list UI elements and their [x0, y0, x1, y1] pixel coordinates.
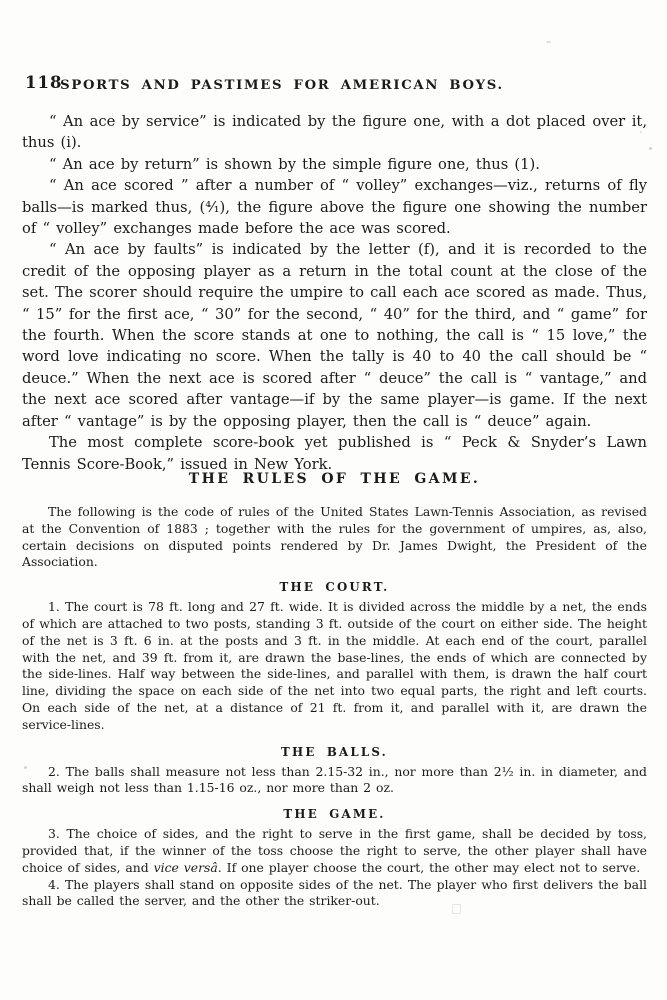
paragraph-ace-scored: “ An ace scored ” after a number of “ volley” exchanges—viz., returns of fly balls—is marked thus, (⁴⁄₁), the figure above the figure one showing the number of “ volley” exchanges made before the ace was scored. — [22, 177, 647, 238]
subheading-the-court: THE COURT. — [279, 580, 390, 595]
rules-heading: THE RULES OF THE GAME. — [188, 471, 481, 487]
paragraph-score-book: The most complete score-book yet published is “ Peck & Snyder’s Lawn Tennis Score-Book,” issued in New York. — [22, 434, 647, 473]
rule-3-text-after: If one player choose the court, the other may elect not to serve. — [221, 859, 641, 875]
scan-speck — [640, 131, 642, 133]
rule-3-latin-phrase: vice versâ. — [153, 859, 222, 875]
rules-section — [22, 471, 647, 910]
paragraph-ace-by-faults: “ An ace by faults” is indicated by the letter (f), and it is recorded to the credit of the opposing player as a return in the total count at the close of the set. The scorer should require the umpire to call each ace scored as made. Thus, “ 15” for the first ace, “ 30” for the second, “ 40” for the third, and “ game” for the fourth. When the score stands at one to nothing, the call is “ 15 love,” the word love indicating no score. When the tally is 40 to 40 the call should be “ deuce.” When the next ace is scored after “ deuce” the call is “ vantage,” and the next ace scored after vantage—if by the same player—is game. If the next after “ vantage” is by the opposing player, then the call is “ deuce” again. — [22, 241, 647, 430]
rule-2-balls: 2. The balls shall measure not less than 2.15-32 in., nor more than 2½ in. in diameter, and shall weigh not less than 1.15-16 oz., nor more than 2 oz. — [22, 763, 647, 796]
scan-speck — [546, 41, 551, 43]
page-number: 118 — [25, 73, 63, 92]
paragraph-ace-by-return: “ An ace by return” is shown by the simple figure one, thus (1). — [49, 155, 540, 173]
rule-3-text-before: 3. The choice of sides, and the right to serve in the first game, shall be decided by toss, provided that, if the winner of the toss choose the right to serve, the other player shall have choice of sides, and — [22, 826, 647, 875]
scan-speck — [452, 904, 461, 914]
running-title: SPORTS AND PASTIMES FOR AMERICAN BOYS. — [60, 78, 504, 93]
rules-preamble: The following is the code of rules of the United States Lawn-Tennis Association, as revised at the Convention of 1883 ; together with the rules for the government of umpires, as, also, certain decisions on disputed points rendered by Dr. James Dwight, the President of the Association. — [22, 504, 647, 570]
rule-1-court: 1. The court is 78 ft. long and 27 ft. wide. It is divided across the middle by a net, the ends of which are attached to two posts, standing 3 ft. outside of the court on either side. The height of the net is 3 ft. 6 in. at the posts and 3 ft. in the middle. At each end of the court, parallel with the net, and 39 ft. from it, are drawn the base-lines, the ends of which are connected by the side-lines. Half way between the side-lines, and parallel with them, is drawn the half court line, dividing the space on each side of the net into two equal parts, the right and left courts. On each side of the net, at a distance of 21 ft. from it, and parallel with it, are drawn the service-lines. — [22, 599, 647, 732]
subheading-the-game: THE GAME. — [283, 807, 386, 822]
scoring-section — [22, 111, 647, 475]
paragraph-ace-by-service: “ An ace by service” is indicated by the figure one, with a dot placed over it, thus (i). — [22, 113, 647, 152]
scan-speck — [24, 766, 27, 769]
rule-3-choice-of-sides — [22, 826, 647, 876]
subheading-the-balls: THE BALLS. — [281, 744, 388, 759]
scan-speck — [649, 147, 652, 150]
rule-4-server-striker-out: 4. The players shall stand on opposite sides of the net. The player who first delivers the ball shall be called the server, and the other the striker-out. — [22, 876, 647, 909]
